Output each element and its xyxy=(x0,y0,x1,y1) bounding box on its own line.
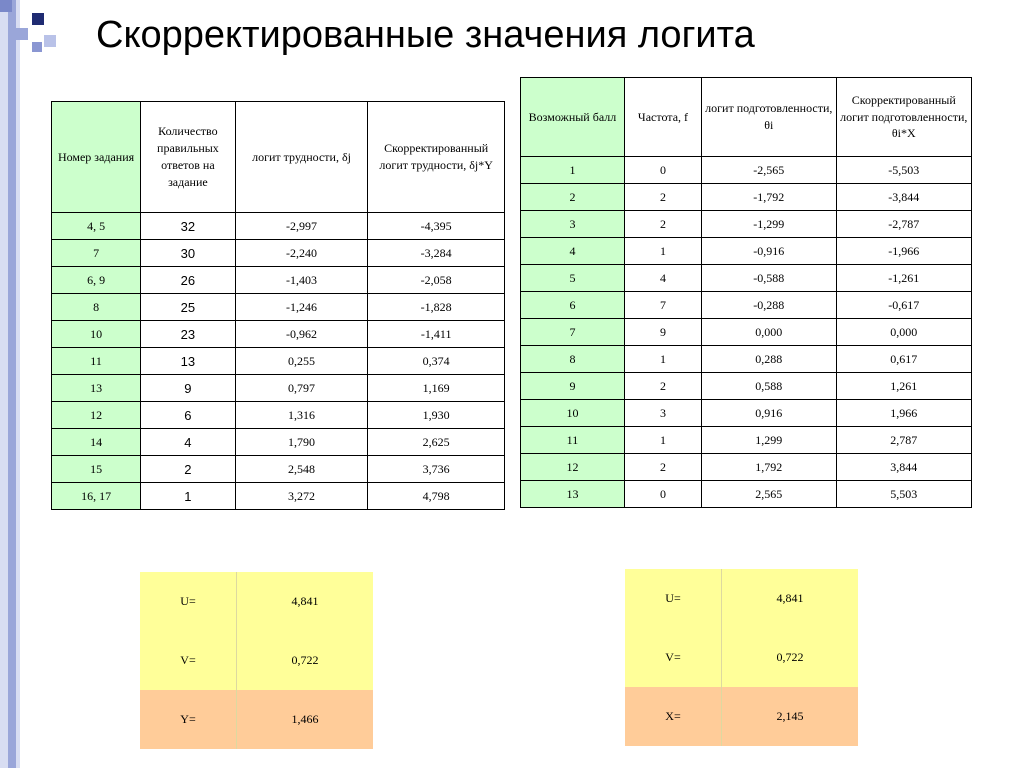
cell-count: 32 xyxy=(141,213,236,240)
cell-logit: 1,299 xyxy=(702,427,836,454)
cell-task: 4, 5 xyxy=(52,213,141,240)
table-row xyxy=(521,319,972,346)
summary-row xyxy=(140,572,373,631)
cell-frequency: 2 xyxy=(624,373,701,400)
cell-score: 6 xyxy=(521,292,625,319)
cell-task: 14 xyxy=(52,429,141,456)
cell-count: 4 xyxy=(141,429,236,456)
cell-corrected: -1,828 xyxy=(368,294,505,321)
cell-task: 7 xyxy=(52,240,141,267)
cell-count: 1 xyxy=(141,483,236,510)
cell-logit: 3,272 xyxy=(235,483,368,510)
cell-score: 3 xyxy=(521,211,625,238)
score-ability-table xyxy=(520,77,972,508)
cell-corrected: -4,395 xyxy=(368,213,505,240)
table-row xyxy=(52,402,505,429)
cell-frequency: 1 xyxy=(624,427,701,454)
cell-count: 9 xyxy=(141,375,236,402)
cell-task: 11 xyxy=(52,348,141,375)
cell-logit: 1,792 xyxy=(702,454,836,481)
summary-label: X= xyxy=(625,687,722,746)
cell-logit: -2,565 xyxy=(702,157,836,184)
left-decorative-bar xyxy=(0,0,20,768)
cell-logit: 0,588 xyxy=(702,373,836,400)
summary-value: 0,722 xyxy=(237,631,374,690)
cell-score: 8 xyxy=(521,346,625,373)
cell-corrected: -1,261 xyxy=(836,265,972,292)
table-row xyxy=(521,265,972,292)
cell-frequency: 2 xyxy=(624,184,701,211)
cell-logit: 1,790 xyxy=(235,429,368,456)
cell-score: 5 xyxy=(521,265,625,292)
summary-row xyxy=(625,569,858,628)
cell-score: 7 xyxy=(521,319,625,346)
cell-logit: 0,000 xyxy=(702,319,836,346)
table-row xyxy=(521,238,972,265)
cell-task: 13 xyxy=(52,375,141,402)
cell-corrected: -2,058 xyxy=(368,267,505,294)
cell-corrected: 0,374 xyxy=(368,348,505,375)
cell-logit: 2,565 xyxy=(702,481,836,508)
cell-count: 26 xyxy=(141,267,236,294)
cell-logit: -0,588 xyxy=(702,265,836,292)
cell-corrected: 2,625 xyxy=(368,429,505,456)
cell-corrected: 1,261 xyxy=(836,373,972,400)
cell-corrected: 1,930 xyxy=(368,402,505,429)
cell-corrected: -3,284 xyxy=(368,240,505,267)
cell-task: 15 xyxy=(52,456,141,483)
header-ability-logit: логит подготовленности, θi xyxy=(702,78,836,157)
cell-task: 6, 9 xyxy=(52,267,141,294)
cell-count: 23 xyxy=(141,321,236,348)
summary-value: 1,466 xyxy=(237,690,374,749)
cell-score: 2 xyxy=(521,184,625,211)
left-summary-box xyxy=(140,572,373,749)
cell-corrected: -0,617 xyxy=(836,292,972,319)
cell-logit: 0,797 xyxy=(235,375,368,402)
cell-corrected: -5,503 xyxy=(836,157,972,184)
table-row xyxy=(52,213,505,240)
cell-logit: -1,299 xyxy=(702,211,836,238)
table-row xyxy=(52,321,505,348)
table-row xyxy=(52,267,505,294)
header-difficulty-logit: логит трудности, δj xyxy=(235,102,368,213)
summary-label: U= xyxy=(625,569,722,628)
summary-value: 4,841 xyxy=(237,572,374,631)
cell-score: 11 xyxy=(521,427,625,454)
cell-task: 12 xyxy=(52,402,141,429)
table-row xyxy=(521,454,972,481)
cell-logit: -2,997 xyxy=(235,213,368,240)
header-possible-score: Возможный балл xyxy=(521,78,625,157)
cell-task: 16, 17 xyxy=(52,483,141,510)
cell-frequency: 0 xyxy=(624,481,701,508)
summary-label: V= xyxy=(625,628,722,687)
cell-score: 4 xyxy=(521,238,625,265)
cell-corrected: 5,503 xyxy=(836,481,972,508)
right-summary-box xyxy=(625,569,858,746)
table-row xyxy=(52,456,505,483)
decorative-square xyxy=(32,13,44,25)
cell-count: 2 xyxy=(141,456,236,483)
cell-score: 1 xyxy=(521,157,625,184)
summary-value: 4,841 xyxy=(722,569,859,628)
cell-logit: -0,962 xyxy=(235,321,368,348)
table-row xyxy=(521,373,972,400)
table-row xyxy=(521,184,972,211)
cell-frequency: 1 xyxy=(624,346,701,373)
cell-logit: 0,288 xyxy=(702,346,836,373)
cell-frequency: 4 xyxy=(624,265,701,292)
header-correct-count: Количество правильных ответов на задание xyxy=(141,102,236,213)
table-header-row xyxy=(521,78,972,157)
cell-logit: -0,288 xyxy=(702,292,836,319)
header-corrected-ability-logit: Скорректированный логит подготовленности, θi*X xyxy=(836,78,972,157)
cell-logit: 2,548 xyxy=(235,456,368,483)
cell-frequency: 3 xyxy=(624,400,701,427)
decorative-square xyxy=(16,28,28,40)
table-row xyxy=(52,348,505,375)
cell-score: 12 xyxy=(521,454,625,481)
table-row xyxy=(521,400,972,427)
cell-logit: 1,316 xyxy=(235,402,368,429)
cell-logit: -1,792 xyxy=(702,184,836,211)
cell-frequency: 1 xyxy=(624,238,701,265)
table-row xyxy=(521,427,972,454)
cell-corrected: 2,787 xyxy=(836,427,972,454)
cell-score: 9 xyxy=(521,373,625,400)
table-row xyxy=(52,240,505,267)
cell-corrected: 1,966 xyxy=(836,400,972,427)
cell-score: 10 xyxy=(521,400,625,427)
table-row xyxy=(521,481,972,508)
header-corrected-difficulty-logit: Скорректированный логит трудности, δj*Y xyxy=(368,102,505,213)
cell-count: 6 xyxy=(141,402,236,429)
cell-task: 8 xyxy=(52,294,141,321)
cell-corrected: -3,844 xyxy=(836,184,972,211)
cell-count: 30 xyxy=(141,240,236,267)
table-row xyxy=(521,211,972,238)
summary-row xyxy=(140,690,373,749)
header-task-number: Номер задания xyxy=(52,102,141,213)
table-row xyxy=(52,483,505,510)
cell-score: 13 xyxy=(521,481,625,508)
table-row xyxy=(52,375,505,402)
table-row xyxy=(521,346,972,373)
cell-logit: -1,403 xyxy=(235,267,368,294)
cell-corrected: 0,000 xyxy=(836,319,972,346)
cell-frequency: 7 xyxy=(624,292,701,319)
cell-corrected: 3,844 xyxy=(836,454,972,481)
summary-label: U= xyxy=(140,572,237,631)
table-row xyxy=(521,157,972,184)
cell-corrected: 3,736 xyxy=(368,456,505,483)
decorative-square xyxy=(0,0,12,12)
table-row xyxy=(52,429,505,456)
cell-frequency: 0 xyxy=(624,157,701,184)
cell-corrected: -2,787 xyxy=(836,211,972,238)
cell-corrected: -1,411 xyxy=(368,321,505,348)
cell-logit: -0,916 xyxy=(702,238,836,265)
cell-frequency: 2 xyxy=(624,211,701,238)
decorative-square xyxy=(32,42,42,52)
cell-corrected: 1,169 xyxy=(368,375,505,402)
cell-frequency: 2 xyxy=(624,454,701,481)
table-row xyxy=(52,294,505,321)
table-row xyxy=(521,292,972,319)
summary-value: 2,145 xyxy=(722,687,859,746)
cell-task: 10 xyxy=(52,321,141,348)
decorative-square xyxy=(44,35,56,47)
cell-corrected: 4,798 xyxy=(368,483,505,510)
cell-logit: 0,916 xyxy=(702,400,836,427)
cell-corrected: -1,966 xyxy=(836,238,972,265)
summary-value: 0,722 xyxy=(722,628,859,687)
cell-logit: 0,255 xyxy=(235,348,368,375)
summary-label: Y= xyxy=(140,690,237,749)
summary-row xyxy=(140,631,373,690)
summary-row xyxy=(625,687,858,746)
cell-corrected: 0,617 xyxy=(836,346,972,373)
slide-title: Скорректированные значения логита xyxy=(96,14,755,56)
left-decorative-bar-stripe xyxy=(8,0,16,768)
summary-label: V= xyxy=(140,631,237,690)
table-header-row xyxy=(52,102,505,213)
cell-logit: -1,246 xyxy=(235,294,368,321)
cell-frequency: 9 xyxy=(624,319,701,346)
cell-count: 25 xyxy=(141,294,236,321)
summary-row xyxy=(625,628,858,687)
header-frequency: Частота, f xyxy=(624,78,701,157)
cell-count: 13 xyxy=(141,348,236,375)
cell-logit: -2,240 xyxy=(235,240,368,267)
task-difficulty-table xyxy=(51,101,505,510)
